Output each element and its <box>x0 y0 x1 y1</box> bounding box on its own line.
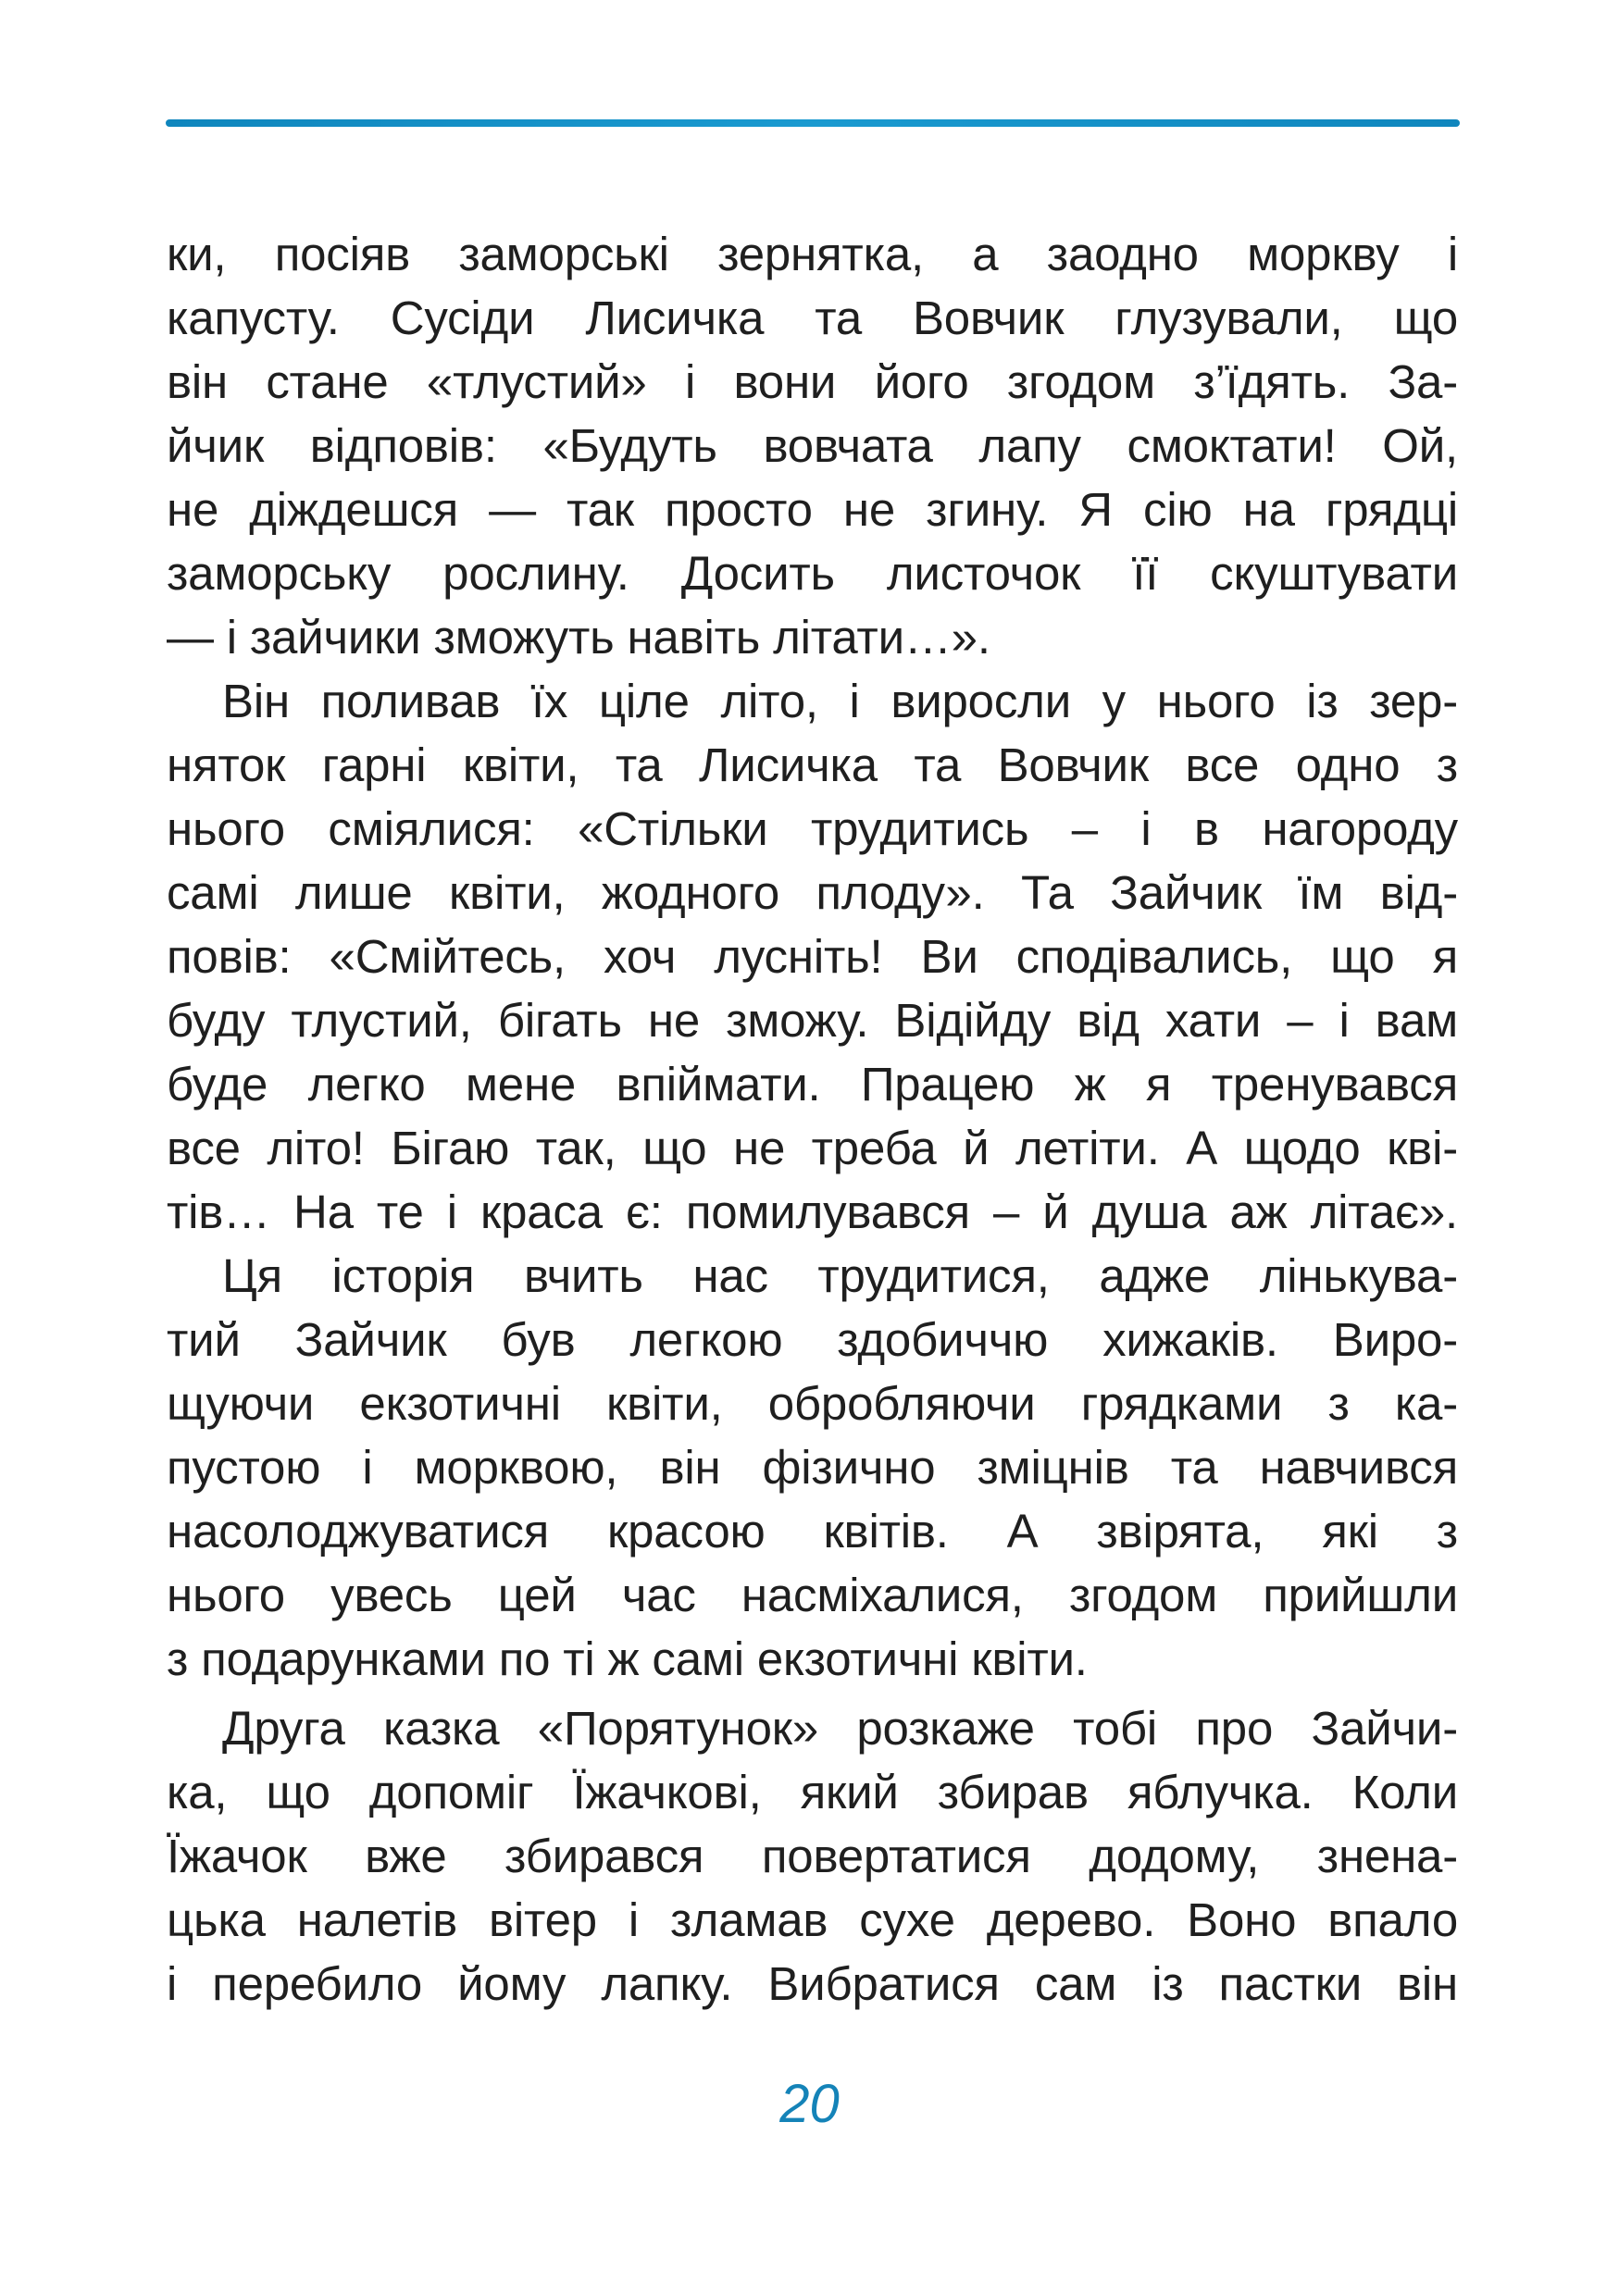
header-rule <box>166 119 1460 127</box>
text-line: цька налетів вітер і зламав сухе дерево. Воно впало <box>167 1893 1458 1946</box>
text-line: пустою і морквою, він фізично зміцнів та навчився <box>167 1441 1458 1494</box>
text-line: і перебило йому лапку. Вибратися сам із пастки він <box>167 1957 1458 2010</box>
text-line: няток гарні квіти, та Лисичка та Вовчик все одно з <box>167 738 1458 791</box>
text-line: буде легко мене впіймати. Працею ж я тренувався <box>167 1058 1458 1111</box>
paragraph-2 <box>167 669 1458 1244</box>
text-line: самі лише квіти, жодного плоду». Та Зайчик їм від- <box>167 866 1458 919</box>
text-line: він стане «тлустий» і вони його згодом з’їдять. За- <box>167 355 1458 408</box>
text-line: нього увесь цей час насміхалися, згодом прийшли <box>167 1569 1458 1621</box>
paragraph-1 <box>167 222 1458 669</box>
text-line: Друга казка «Порятунок» розкаже тобі про Зайчи- <box>222 1702 1458 1755</box>
text-line: капусту. Сусіди Лисичка та Вовчик глузували, що <box>167 292 1458 344</box>
paragraph-4 <box>167 1696 1458 2016</box>
text-line: заморську рослину. Досить листочок її скуштувати <box>167 547 1458 600</box>
text-line: йчик відповів: «Будуть вовчата лапу смоктати! Ой, <box>167 419 1458 472</box>
text-line: насолоджуватися красою квітів. А звірята, які з <box>167 1505 1458 1558</box>
text-line: тий Зайчик був легкою здобиччю хижаків. Виро- <box>167 1313 1458 1366</box>
text-line: Їжачок вже збирався повертатися додому, знена- <box>167 1830 1458 1882</box>
text-line: — і зайчики зможуть навіть літати…». <box>167 611 990 664</box>
text-line: з подарунками по ті ж самі екзотичні квіти. <box>167 1632 1088 1685</box>
text-line: ка, що допоміг Їжачкові, який збирав яблучка. Коли <box>167 1766 1458 1818</box>
body-text <box>167 222 1458 2016</box>
page-number: 20 <box>779 2074 840 2134</box>
paragraph-3 <box>167 1244 1458 1691</box>
text-line: щуючи екзотичні квіти, обробляючи грядками з ка- <box>167 1377 1458 1430</box>
text-line: ки, посіяв заморські зернятка, а заодно моркву і <box>167 228 1458 280</box>
text-line: не діждешся — так просто не згину. Я сію на грядці <box>167 483 1458 536</box>
text-line: повів: «Смійтесь, хоч лусніть! Ви сподівались, що я <box>167 930 1458 983</box>
text-line: буду тлустий, бігать не зможу. Відійду від хати – і вам <box>167 994 1458 1047</box>
text-line: все літо! Бігаю так, що не треба й летіти. А щодо кві- <box>167 1122 1458 1174</box>
text-line: Він поливав їх ціле літо, і виросли у нього із зер- <box>222 675 1458 727</box>
text-line: нього сміялися: «Стільки трудитись – і в нагороду <box>167 802 1458 855</box>
text-line: Ця історія вчить нас трудитися, адже лінькува- <box>222 1249 1458 1302</box>
text-line: тів… На те і краса є: помилувався – й душа аж літає». <box>167 1185 1458 1238</box>
